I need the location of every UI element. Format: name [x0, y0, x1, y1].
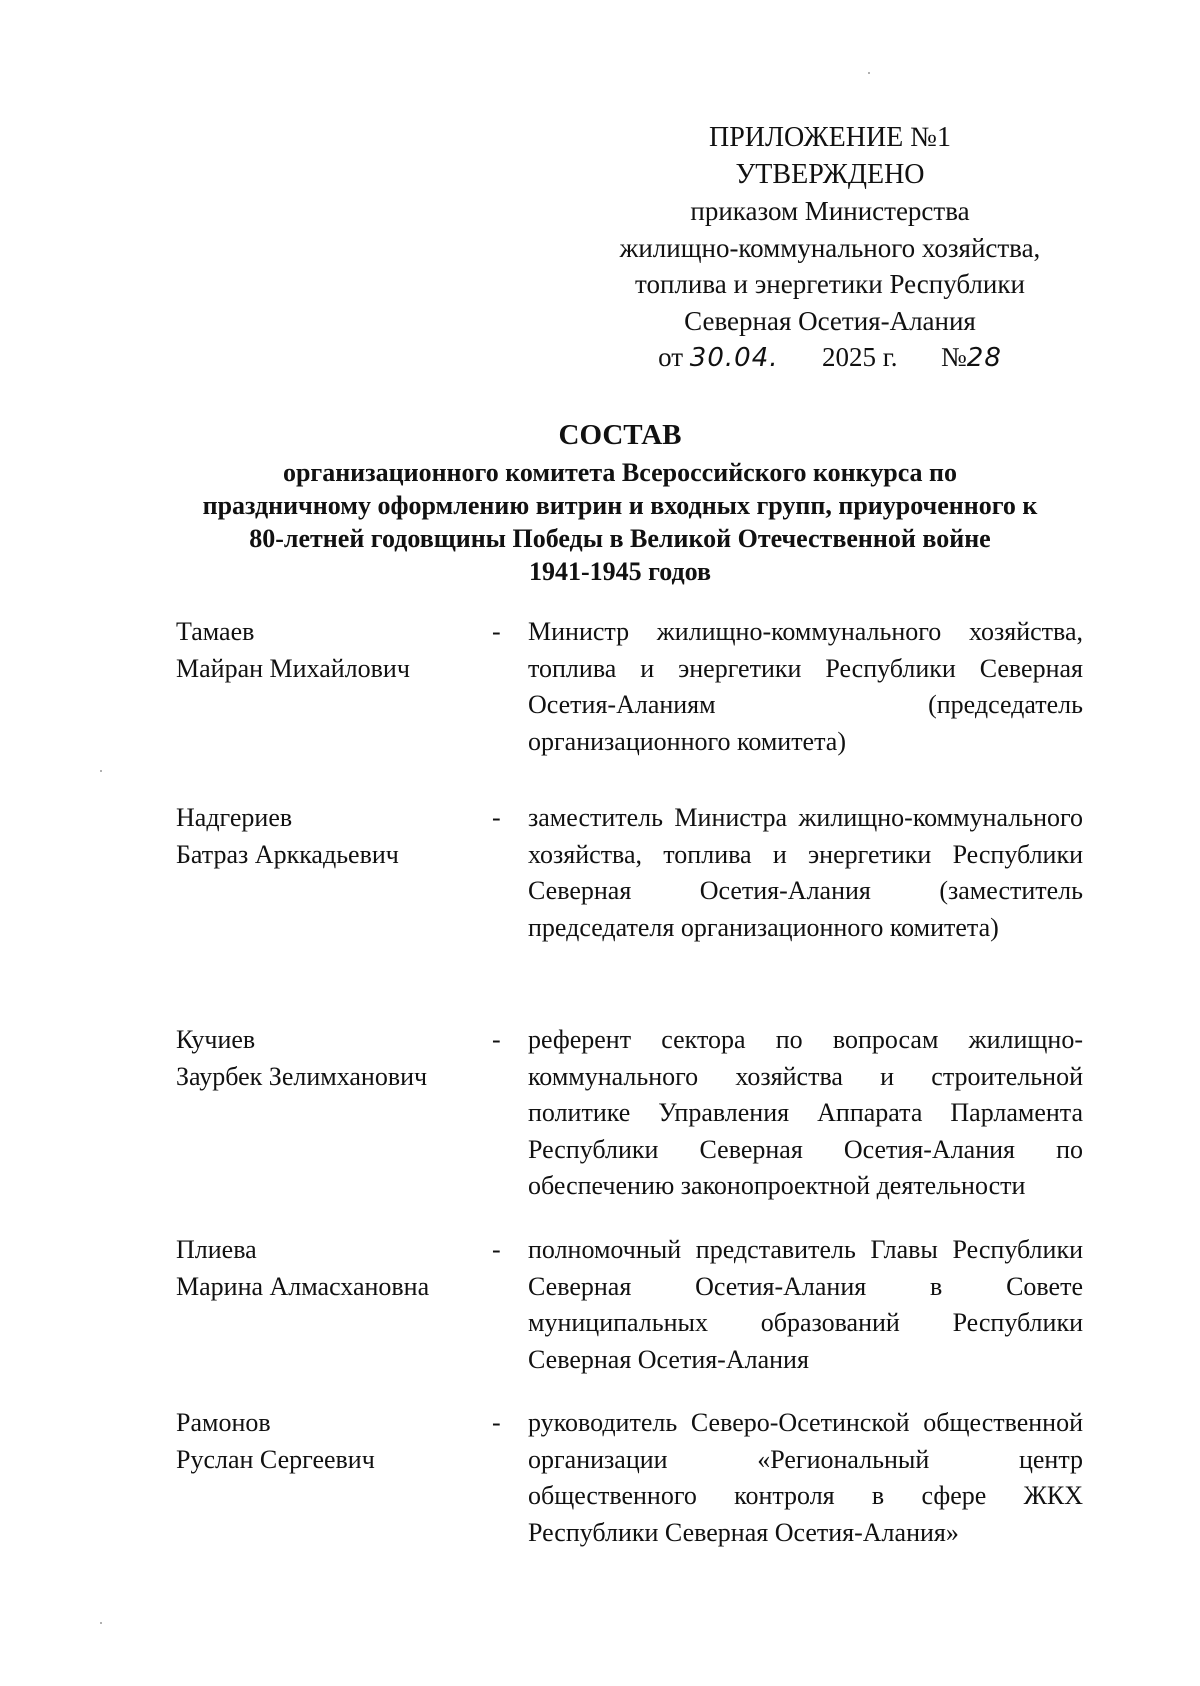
date-prefix: от — [658, 342, 684, 372]
document-title: СОСТАВ — [558, 419, 682, 451]
approval-line-ministry: жилищно-коммунального хозяйства, — [619, 232, 1041, 263]
number-prefix: № — [941, 342, 967, 372]
member-dash: - — [492, 1025, 501, 1054]
approval-stamp-block — [560, 120, 1100, 377]
member-surname: Тамаев — [176, 617, 255, 646]
member-given-name: Марина Алмасхановна — [176, 1271, 430, 1301]
subtitle-line-3: 80-летней годовщины Победы в Великой Отечественной войне — [249, 524, 991, 553]
member-role: заместитель Министра жилищно-коммунального хозяйства, топлива и энергетики Республики Северная Осетия-Алания (заместитель председателя организационного комитета) — [528, 803, 1083, 942]
member-dash: - — [492, 617, 501, 646]
subtitle-line-4: 1941-1945 годов — [528, 557, 712, 586]
member-role: референт сектора по вопросам жилищно-коммунального хозяйства и строительной политике Управления Аппарата Парламента Республики Северная Осетия-Алания по обеспечению законопроектной деятельности — [528, 1025, 1083, 1200]
member-given-name: Батраз Арккадьевич — [176, 839, 399, 869]
member-surname: Кучиев — [176, 1025, 256, 1054]
approval-line-order: приказом Министерства — [690, 196, 970, 226]
member-name — [176, 1405, 476, 1478]
date-year: 2025 г. — [822, 342, 898, 372]
approval-date-line — [560, 339, 1100, 377]
subtitle-line-1: организационного комитета Всероссийского конкурса по — [282, 458, 958, 487]
member-surname: Надгериев — [176, 803, 293, 832]
approval-line-fuel: топлива и энергетики Республики — [635, 269, 1025, 299]
appendix-label: ПРИЛОЖЕНИЕ №1 — [709, 122, 951, 153]
member-dash: - — [492, 1408, 501, 1437]
member-name — [176, 800, 476, 873]
member-given-name: Заурбек Зелимханович — [176, 1061, 428, 1091]
approved-label: УТВЕРЖДЕНО — [735, 158, 925, 190]
member-name — [176, 1232, 476, 1305]
member-name — [176, 1022, 476, 1095]
member-role: Министр жилищно-коммунального хозяйства, топлива и энергетики Республики Северная Осетия-Аланиям (председатель организационного комитета) — [528, 617, 1083, 756]
scan-speck — [100, 770, 102, 772]
handwritten-date: 30.04. — [689, 343, 779, 373]
scan-speck — [100, 1622, 102, 1624]
member-surname: Рамонов — [176, 1408, 271, 1437]
member-surname: Плиева — [176, 1235, 257, 1264]
scan-speck — [868, 72, 870, 74]
member-given-name: Майран Михайлович — [176, 653, 410, 683]
member-dash: - — [492, 1235, 501, 1264]
approval-line-region: Северная Осетия-Алания — [684, 305, 976, 336]
member-role: полномочный представитель Главы Республики Северная Осетия-Алания в Совете муниципальных образований Республики Северная Осетия-Алания — [528, 1235, 1083, 1374]
document-title-block — [120, 416, 1120, 588]
subtitle-line-2: праздничному оформлению витрин и входных групп, приуроченного к — [202, 491, 1038, 520]
handwritten-number: 28 — [966, 343, 1002, 373]
member-name — [176, 614, 476, 687]
member-role: руководитель Северо-Осетинской общественной организации «Региональный центр общественного контроля в сфере ЖКХ Республики Северная Осетия-Алания» — [528, 1408, 1083, 1547]
member-given-name: Руслан Сергеевич — [176, 1444, 375, 1474]
member-dash: - — [492, 803, 501, 832]
